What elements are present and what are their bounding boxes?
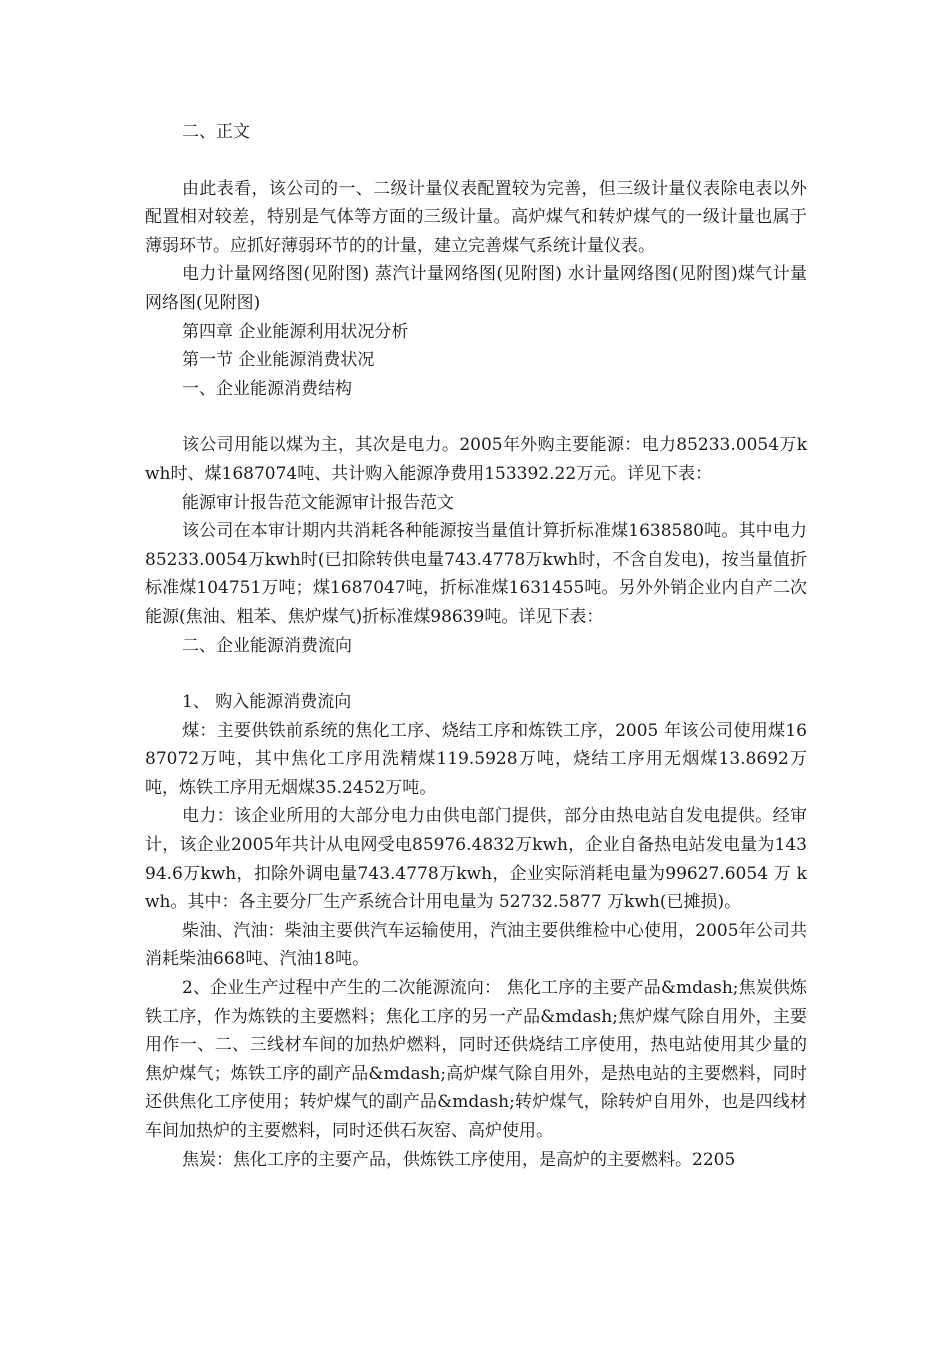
paragraph-energy-structure: 该公司用能以煤为主，其次是电力。2005年外购主要能源：电力85233.0054万kwh时、煤1687074吨、共计购入能源净费用153392.22万元。详见下表： [145,435,807,484]
section-heading-main-text: 二、正文 [182,122,250,142]
paragraph-metering-networks: 电力计量网络图(见附图) 蒸汽计量网络图(见附图) 水计量网络图(见附图)煤气计量网络图(见附图) [145,264,807,313]
spacer [145,147,807,175]
section-heading: 第一节 企业能源消费状况 [182,350,375,371]
paragraph-metering-summary: 由此表看，该公司的一、二级计量仪表配置较为完善，但三级计量仪表除电表以外配置相对较差，特别是气体等方面的三级计量。高炉煤气和转炉煤气的一级计量也属于薄弱环节。应抓好薄弱环节的的计量，建立完善煤气系统计量仪表。 [145,178,807,256]
paragraph-secondary-energy: 2、企业生产过程中产生的二次能源流向： 焦化工序的主要产品&mdash;焦炭供炼铁工序，作为炼铁的主要燃料；焦化工序的另一产品&mdash;焦炉煤气除自用外，主要用作一、二、三线材车间的加热炉燃料，同时还供烧结工序使用，热电站使用其少量的焦炉煤气；炼铁工序的副产品&mdash;高炉煤气除自用外，是热电站的主要燃料，同时还供焦化工序使用；转炉煤气的副产品&mdash;转炉煤气，除转炉自用外，也是四线材车间加热炉的主要燃料，同时还供石灰窑、高炉使用。 [145,978,807,1141]
paragraph-coke: 焦炭：焦化工序的主要产品，供炼铁工序使用，是高炉的主要燃料。2205 [182,1149,736,1170]
document-body [145,118,807,1174]
paragraph-energy-consumption: 该公司在本审计期内共消耗各种能源按当量值计算折标准煤1638580吨。其中电力85233.0054万kwh时(已扣除转供电量743.4778万kwh时，不含自发电)，按当量值折标准煤104751万吨；煤1687047吨，折标准煤1631455吨。另外外销企业内自产二次能源(焦油、粗苯、焦炉煤气)折标准煤98639吨。详见下表： [145,521,807,627]
subsection-heading-structure: 一、企业能源消费结构 [182,378,352,399]
spacer [145,660,807,688]
subsection-heading-flow: 二、企业能源消费流向 [182,635,352,656]
paragraph-oil: 柴油、汽油：柴油主要供汽车运输使用，汽油主要供维检中心使用，2005年公司共消耗柴油668吨、汽油18吨。 [145,920,807,970]
paragraph-coal: 煤：主要供铁前系统的焦化工序、烧结工序和炼铁工序，2005 年该公司使用煤1687072万吨，其中焦化工序用洗精煤119.5928万吨，烧结工序用无烟煤13.8692万吨，炼铁工序用无烟煤35.2452万吨。 [145,720,807,798]
chapter-heading: 第四章 企业能源利用状况分析 [182,321,409,342]
list-item-purchased-energy-flow: 1、 购入能源消费流向 [182,692,352,713]
spacer [145,403,807,431]
paragraph-power: 电力：该企业所用的大部分电力由供电部门提供，部分由热电站自发电提供。经审计，该企业2005年共计从电网受电85976.4832万kwh，企业自备热电站发电量为14394.6万kwh，扣除外调电量743.4778万kwh，企业实际消耗电量为99627.6054 万 kwh。其中：各主要分厂生产系统合计用电量为 52732.5877 万kwh(已摊损)。 [145,806,807,913]
paragraph-report-title-reference: 能源审计报告范文能源审计报告范文 [182,492,454,513]
